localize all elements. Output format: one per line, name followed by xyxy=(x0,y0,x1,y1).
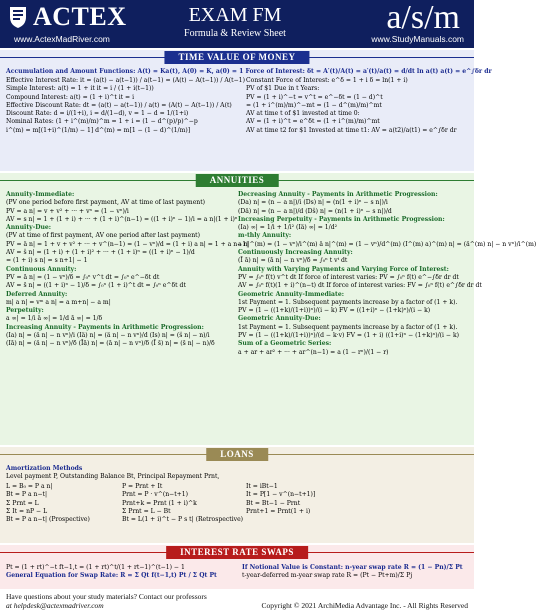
formula-line: (Da) n| = (n − a n|)/i (Ds) n| = (n(1 + i)ⁿ − s n|)/i xyxy=(238,199,388,207)
loans-intro xyxy=(6,465,470,482)
formula-heading: Deferred Annuity: xyxy=(6,290,68,298)
formula-line: 1st Payment = 1. Subsequent payments increase by a factor of (1 + k). xyxy=(238,323,458,331)
tvm-section-bar xyxy=(0,50,474,65)
loans-column-1 xyxy=(6,483,118,524)
formula-line: = (1 + i) s n| = s n+1| − 1 xyxy=(6,257,88,265)
formula-line: Simple Interest: a(t) = 1 + it it = i / (1 + i(t−1)) xyxy=(6,85,154,93)
formula-line: AV = s̈ n| = (1 + i) + (1 + i)² + ··· + (1 + i)ⁿ = ((1 + i)ⁿ − 1)/d xyxy=(6,249,195,257)
formula-line: AV = s n| = 1 + (1 + i) + ··· + (1 + i)^(n−1) = ((1 + i)ⁿ − 1)/i = a n|(1 + i)ⁿ xyxy=(6,215,238,223)
footer-copyright: Copyright © 2021 ArchiMedia Advantage Inc. - All Rights Reserved xyxy=(261,601,468,610)
formula-line: Prnt = P · v^(n−t+1) xyxy=(122,491,189,499)
formula-line: AV at time t2 for $1 Invested at time t1: AV = a(t2)/a(t1) = e^∫δr dr xyxy=(246,126,457,134)
formula-line: (Ī ā) n| = (ā n| − n vⁿ)/δ = ∫₀ⁿ t vᵗ dt xyxy=(238,257,348,265)
formula-heading: Decreasing Annuity - Payments in Arithmetic Progression: xyxy=(238,191,438,198)
asm-logo: a/s/m xyxy=(386,0,460,36)
shield-icon xyxy=(8,5,28,29)
exam-title: EXAM FM xyxy=(188,4,282,26)
swaps-section-title: INTEREST RATE SWAPS xyxy=(166,546,308,559)
formula-heading: Sum of a Geometric Series: xyxy=(238,340,332,348)
formula-line: AV = s̄ n| = ((1 + i)ⁿ − 1)/δ = ∫₀ⁿ (1 + i)^t dt = ∫₀ⁿ e^δt dt xyxy=(6,282,186,290)
formula-line: i^(m) = m[(1+i)^(1/m) − 1] d^(m) = m[1 − (1 − d)^(1/m)] xyxy=(6,126,191,134)
formula-line: t-year-deferred m-year swap rate R = (Pt − Pt+m)/Σ Pj xyxy=(242,572,413,580)
formula-line: It = P[1 − v^(n−t+1)] xyxy=(246,491,316,499)
formula-heading: Annuity with Varying Payments and Varying Force of Interest: xyxy=(238,265,449,273)
swaps-section-bar xyxy=(0,545,474,560)
swaps-section xyxy=(0,545,474,589)
formula-line: Discount Rate: d = i/(1+i), i = d/(1−d), v = 1 − d = 1/(1+i) xyxy=(6,110,189,118)
annuities-section-title: ANNUITIES xyxy=(196,174,279,187)
formula-line: (Iā) n| = (ä n| − n vⁿ)/δ (Īā) n| = (ā n| − n vⁿ)/δ (Ī s̄) n| = (s̄ n| − n)/δ xyxy=(6,340,215,348)
formula-line: Bt = Bt−1 − Prnt xyxy=(246,499,301,507)
formula-heading: Increasing Perpetuity - Payments in Arithmetic Progression: xyxy=(238,215,445,223)
formula-heading: Continuous Annuity: xyxy=(6,265,77,273)
formula-line: Nominal Rates: (1 + i^(m)/m)^m = 1 + i = (1 − d^(p)/p)^−p xyxy=(6,118,198,126)
formula-line: P = Prnt + It xyxy=(122,483,163,490)
formula-heading: Geometric Annuity-Immediate: xyxy=(238,290,344,298)
formula-line: PV = ∫₀ⁿ f(t) v^t dt If force of interest varies: PV = ∫₀ⁿ f(t) e^−∫δr dr dt xyxy=(238,273,459,281)
formula-line: PV = (1 − ((1+k)/(1+i))ⁿ)/(i − k) FV = ((1+i)ⁿ − (1+k)ⁿ)/(i − k) xyxy=(238,307,431,315)
formula-heading: Increasing Annuity - Payments in Arithmetic Progression: xyxy=(6,323,204,331)
formula-heading: Annuity-Immediate: xyxy=(6,191,75,198)
annuities-left-column xyxy=(6,191,249,349)
tvm-right-column xyxy=(246,77,470,135)
tvm-left-column xyxy=(6,77,245,135)
tvm-section-title: TIME VALUE OF MONEY xyxy=(164,51,309,64)
formula-line: (Ia) ∞| = 1/i + 1/i² (Iä) ∞| = 1/d² xyxy=(238,224,338,232)
formula-line: Effective Discount Rate: dt = (a(t) − a(t−1)) / a(t) = (A(t) − A(t−1)) / A(t) xyxy=(6,101,232,109)
formula-line: Σ Prnt = L xyxy=(6,499,39,507)
page-header xyxy=(0,0,474,48)
formula-line: (PV one period before first payment, AV at time of last payment) xyxy=(6,199,206,207)
formula-line: Prnt+1 = Prnt(1 + i) xyxy=(246,507,311,515)
logo-text: ACTEX xyxy=(33,2,127,31)
annuities-section xyxy=(0,173,536,445)
loans-section-title: LOANS xyxy=(206,448,268,461)
annuities-right-column xyxy=(238,191,536,357)
formula-line: PV = a n| = v + v² + ··· + vⁿ = (1 − vⁿ)/i xyxy=(6,207,129,215)
formula-line: Σ Prnt = L − Bt xyxy=(122,507,171,515)
annuities-section-bar xyxy=(0,173,474,188)
formula-line: PV = (1 − ((1+k)/(1+i))ⁿ)/(d − k·v) FV = (1 + i) ((1+i)ⁿ − (1+k)ⁿ)/(i − k) xyxy=(238,332,460,340)
formula-heading: m-thly Annuity: xyxy=(238,232,292,240)
formula-line: AV at time t of $1 invested at time 0: xyxy=(246,110,360,118)
loans-column-2 xyxy=(122,483,242,524)
formula-line: Bt = L(1 + i)^t − P s t| (Retrospective) xyxy=(122,516,244,524)
formula-heading: If Notional Value is Constant: n-year swap rate R = (1 − Pn)/Σ Pt xyxy=(242,564,463,571)
formula-heading: Continuously Increasing Annuity: xyxy=(238,249,353,257)
swaps-left-column xyxy=(6,564,238,581)
formula-line: m| a n| = vᵐ a n| = a m+n| − a m| xyxy=(6,298,111,306)
formula-line: PV = ā n| = (1 − vⁿ)/δ = ∫₀ⁿ v^t dt = ∫₀ⁿ e^−δt dt xyxy=(6,273,160,281)
formula-line: 1st Payment = 1. Subsequent payments increase by a factor of (1 + k). xyxy=(238,298,458,306)
formula-line: Constant Force of Interest: e^δ = 1 + i δ = ln(1 + i) xyxy=(246,77,408,84)
exam-subtitle: Formula & Review Sheet xyxy=(184,28,286,39)
formula-line: L = B₀ = P a n| xyxy=(6,483,53,490)
formula-heading: Amortization Methods xyxy=(6,465,83,472)
formula-line: AV = ∫₀ⁿ f(t)(1 + i)^(n−t) dt If force of interest varies: FV = ∫₀ⁿ f(t) e^∫δr dr dt xyxy=(238,282,482,290)
loans-column-3 xyxy=(246,483,470,516)
formula-line: a ∞| = 1/i ä ∞| = 1/d ā ∞| = 1/δ xyxy=(6,315,103,323)
formula-line: Compound Interest: a(t) = (1 + i)^t it = i xyxy=(6,93,135,101)
formula-line: Prnt+k = Prnt (1 + i)^k xyxy=(122,499,197,507)
formula-line: Level payment P, Outstanding Balance Bt, Principal Repayment Prnt, xyxy=(6,473,220,481)
footer-contact-line: Have questions about your study materials? Contact our professors xyxy=(6,592,207,601)
actex-url[interactable]: www.ActexMadRiver.com xyxy=(14,34,110,44)
swaps-right-column xyxy=(242,564,470,581)
formula-line: PV = (1 + i)^−t = v^t = e^−δt = (1 − d)^t xyxy=(246,93,383,101)
formula-line: Bt = P a n−t| xyxy=(6,491,48,499)
tvm-line: Accumulation and Amount Functions: A(t) = Ka(t), A(0) = K, a(0) = 1 Force of Interest: δt = A′(t)/A(t) = a′(t)/a(t) = d/dt ln a(t) a(t) = e^∫δr dr xyxy=(6,68,492,75)
formula-line: Σ It = nP − L xyxy=(6,507,48,515)
formula-line: Effective Interest Rate: it = (a(t) − a(t−1)) / a(t−1) = (A(t) − A(t−1)) / A(t−1) xyxy=(6,77,245,84)
tvm-full-line xyxy=(6,68,492,76)
formula-heading: General Equation for Swap Rate: R = Σ Qt f(t−1,t) Pt / Σ Qt Pt xyxy=(6,572,217,580)
formula-line: AV = (1 + i)^t = e^δt = (1 + i^(m)/m)^mt xyxy=(246,118,380,126)
formula-heading: Annuity-Due: xyxy=(6,224,52,232)
formula-line: (PV at time of first payment, AV one period after last payment) xyxy=(6,232,200,240)
loans-section xyxy=(0,447,474,543)
formula-line: (Dä) n| = (n − a n|)/d (Ds̈) n| = (n(1 + i)ⁿ − s n|)/d xyxy=(238,207,392,215)
formula-line: It = iBt−1 xyxy=(246,483,278,490)
asm-url[interactable]: www.StudyManuals.com xyxy=(371,34,464,44)
formula-line: PV of $1 Due in t Years: xyxy=(246,85,320,93)
formula-line: a n|^(m) = (1 − vⁿ)/i^(m) ä n|^(m) = (1 − vⁿ)/d^(m) (I^(m) a)^(m) n| = (ä^(m) n| − n vⁿ)/i^(m) xyxy=(238,240,536,248)
formula-line: Pt = (1 + rt)^−t ft−1,t = (1 + rt)^t/(1 + rt−1)^(t−1) − 1 xyxy=(6,564,185,571)
loans-section-bar xyxy=(0,447,474,462)
formula-line: = (1 + i^(m)/m)^−mt = (1 − d^(m)/m)^mt xyxy=(246,101,382,109)
actex-logo xyxy=(8,4,127,30)
formula-line: (Ia) n| = (ä n| − n vⁿ)/i (Iä) n| = (ä n| − n vⁿ)/d (Is) n| = (s̈ n| − n)/i xyxy=(6,332,210,340)
page-footer xyxy=(0,590,474,613)
tvm-section xyxy=(0,50,492,171)
footer-email-link[interactable]: at helpdesk@actexmadriver.com xyxy=(6,601,104,610)
formula-heading: Perpetuity: xyxy=(6,307,44,315)
formula-heading: Geometric Annuity-Due: xyxy=(238,315,321,323)
formula-line: a + ar + ar² + ··· + ar^(n−1) = a (1 − rⁿ)/(1 − r) xyxy=(238,348,389,356)
formula-line: Bt = P a n−t| (Prospective) xyxy=(6,516,90,524)
formula-line: PV = ä n| = 1 + v + v² + ··· + v^(n−1) = (1 − vⁿ)/d = (1 + i) a n| = 1 + a n−1| xyxy=(6,240,249,248)
sheet-title-block xyxy=(170,4,300,39)
